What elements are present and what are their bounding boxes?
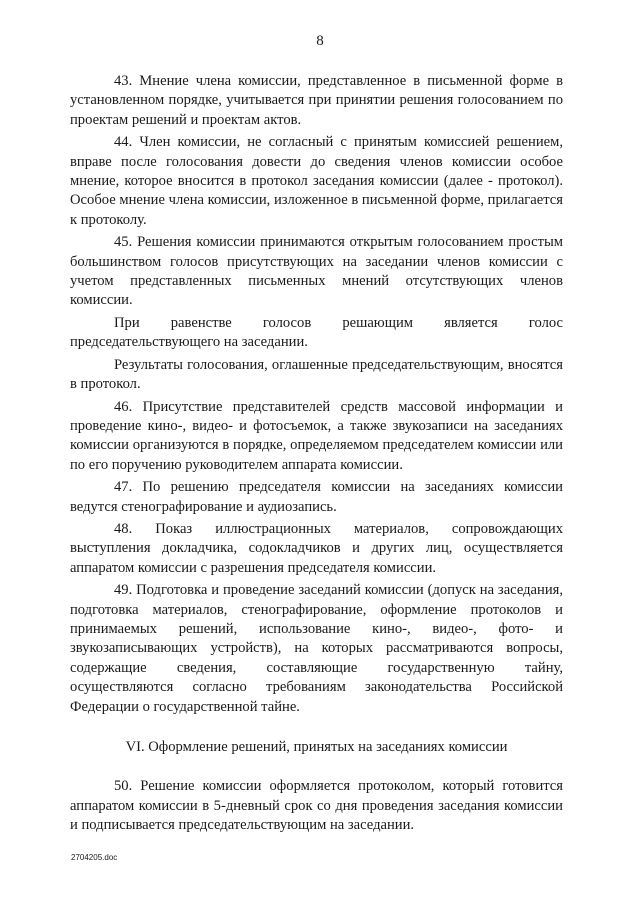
page-number: 8 (316, 33, 324, 49)
document-body (70, 72, 563, 836)
paragraph-44: 44. Член комиссии, не согласный с принятым комиссией решением, вправе после голосования довести до сведения членов комиссии особое мнение, которое вносится в протокол заседания комиссии (далее - протокол). Особое мнение члена комиссии, изложенное в письменной форме, прилагается к протоколу. (70, 134, 563, 228)
footer-filename: 2704205.doc (71, 853, 118, 862)
paragraph-45-equal-votes: При равенстве голосов решающим является голос председательствующего на заседании. (70, 314, 563, 351)
paragraph-45-results: Результаты голосования, оглашенные председательствующим, вносятся в протокол. (70, 356, 563, 393)
paragraph-49: 49. Подготовка и проведение заседаний комиссии (допуск на заседания, подготовка материалов, стенографирование, оформление протоколов и принимаемых решений, использование кино-, видео-, фото- и звукозаписывающих устройств), на которых рассматриваются вопросы, содержащие сведения, составляющие государственную тайну, осуществляются согласно требованиям законодательства Российской Федерации о государственной тайне. (70, 582, 563, 715)
paragraph-47: 47. По решению председателя комиссии на заседаниях комиссии ведутся стенографирование и аудиозапись. (70, 479, 563, 515)
section-heading: VI. Оформление решений, принятых на заседаниях комиссии (125, 739, 508, 755)
paragraph-45: 45. Решения комиссии принимаются открытым голосованием простым большинством голосов присутствующих на заседании членов комиссии с учетом представленных письменных мнений отсутствующих членов комиссии. (70, 234, 563, 309)
paragraph-48: 48. Показ иллюстрационных материалов, сопровождающих выступления докладчика, содокладчиков и других лиц, осуществляется аппаратом комиссии с разрешения председателя комиссии. (70, 520, 563, 576)
paragraph-46: 46. Присутствие представителей средств массовой информации и проведение кино-, видео- и фотосъемок, а также звукозаписи на заседаниях комиссии организуются в порядке, определяемом председателем комиссии или по его поручению руководителем аппарата комиссии. (70, 398, 563, 473)
paragraph-43: 43. Мнение члена комиссии, представленное в письменной форме в установленном порядке, учитывается при принятии решения голосованием по проектам решений и проектам актов. (70, 73, 563, 128)
paragraph-50: 50. Решение комиссии оформляется протоколом, который готовится аппаратом комиссии в 5-дневный срок со дня проведения заседания комиссии и подписывается председательствующим на заседании. (70, 778, 563, 834)
